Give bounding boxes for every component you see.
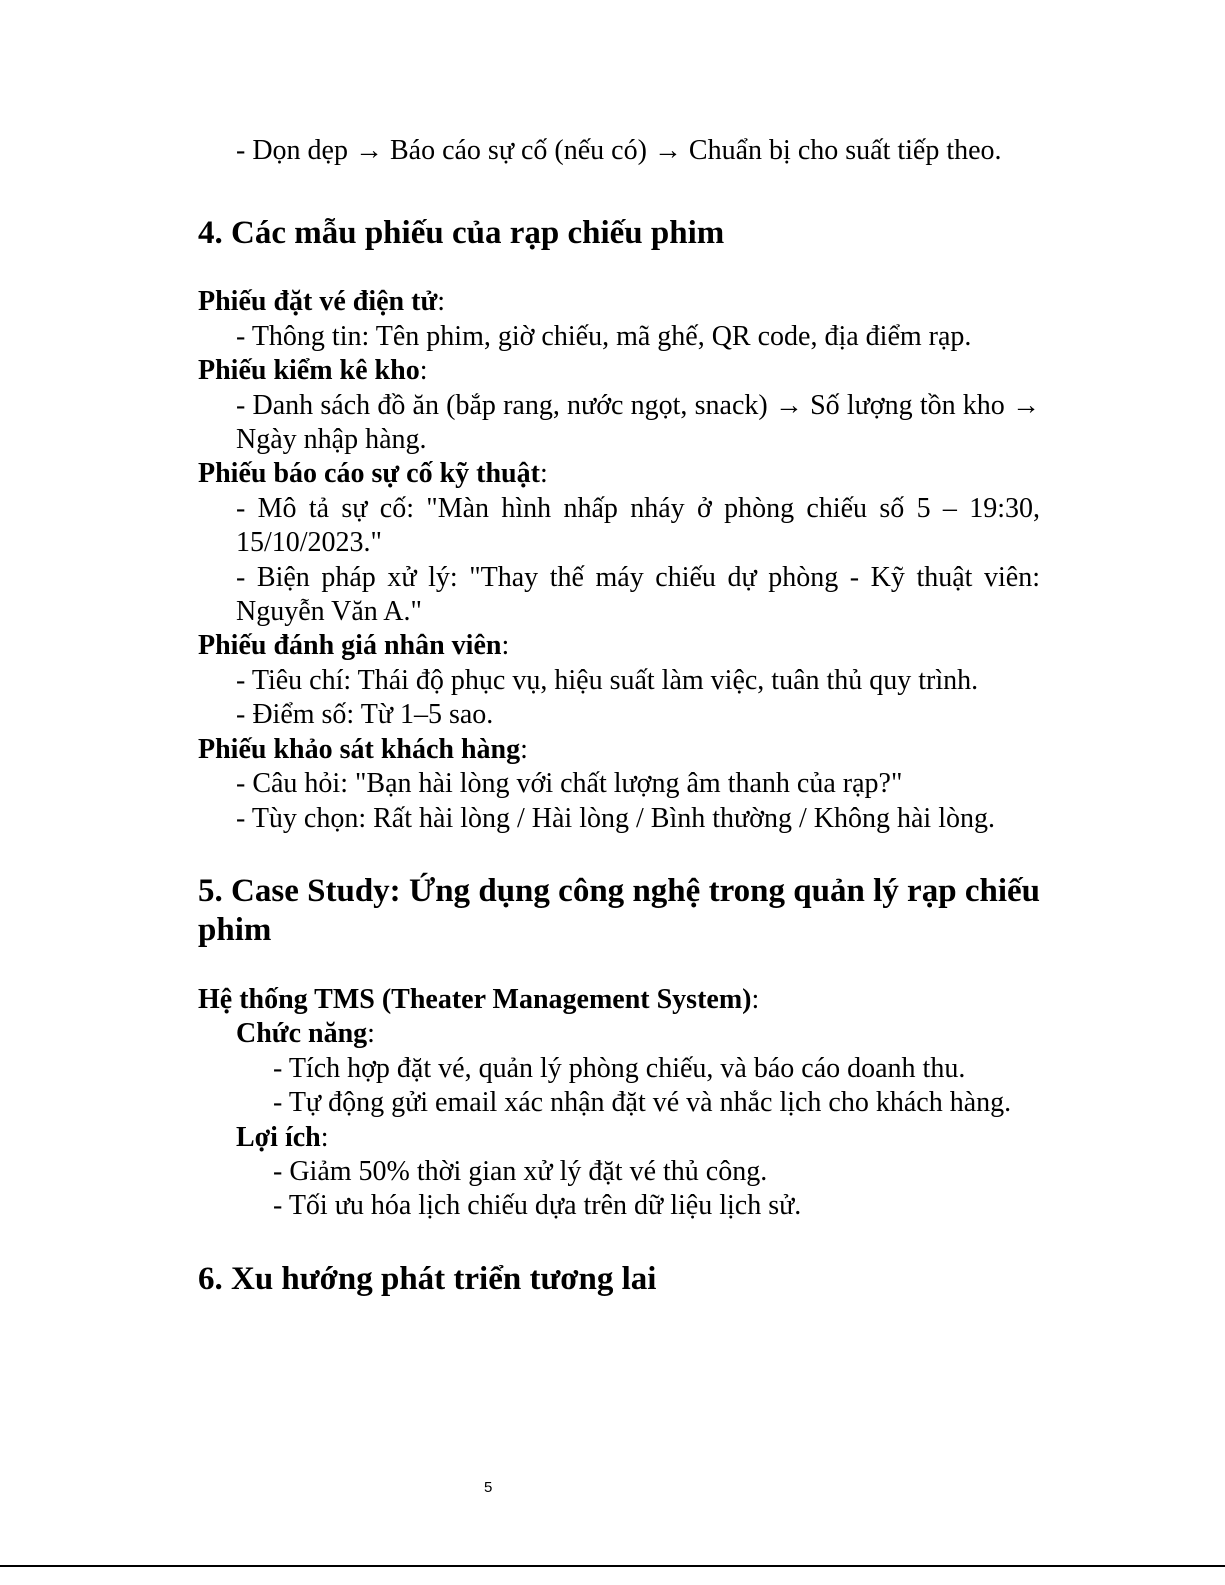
system-label-colon: : bbox=[751, 983, 760, 1015]
form-item: - Câu hỏi: "Bạn hài lòng với chất lượng âm thanh của rạp?" bbox=[236, 768, 903, 800]
form-label-inventory bbox=[198, 354, 1040, 388]
form-label-colon: : bbox=[419, 355, 428, 387]
form-label-text: Phiếu báo cáo sự cố kỹ thuật bbox=[198, 458, 540, 490]
document-page bbox=[198, 134, 1040, 1299]
benefits-label-text: Lợi ích bbox=[236, 1121, 321, 1153]
benefit-item: - Giảm 50% thời gian xử lý đặt vé thủ công. bbox=[273, 1155, 768, 1187]
function-item: - Tự động gửi email xác nhận đặt vé và nhắc lịch cho khách hàng. bbox=[273, 1087, 1012, 1119]
form-item: - Mô tả sự cố: "Màn hình nhấp nháy ở phòng chiếu số 5 – 19:30, 15/10/2023." bbox=[236, 492, 1040, 559]
benefits-label bbox=[198, 1121, 1040, 1155]
section-4-heading: 4. Các mẫu phiếu của rạp chiếu phim bbox=[198, 215, 725, 252]
form-label-colon: : bbox=[520, 733, 528, 765]
form-item: - Tiêu chí: Thái độ phục vụ, hiệu suất làm việc, tuân thủ quy trình. bbox=[236, 664, 979, 696]
benefit-item: - Tối ưu hóa lịch chiếu dựa trên dữ liệu lịch sử. bbox=[273, 1190, 802, 1222]
function-item: - Tích hợp đặt vé, quản lý phòng chiếu, và báo cáo doanh thu. bbox=[273, 1052, 966, 1084]
section-6-heading: 6. Xu hướng phát triển tương lai bbox=[198, 1260, 657, 1297]
form-label-staff-evaluation bbox=[198, 629, 1040, 663]
benefits-label-colon: : bbox=[320, 1121, 329, 1153]
form-item: - Điểm số: Từ 1–5 sao. bbox=[236, 699, 494, 731]
form-label-customer-survey bbox=[198, 733, 1040, 767]
form-label-text: Phiếu kiểm kê kho bbox=[198, 355, 420, 387]
form-label-e-ticket bbox=[198, 285, 1040, 319]
form-label-colon: : bbox=[437, 286, 446, 318]
form-label-colon: : bbox=[539, 458, 548, 490]
form-label-text: Phiếu đánh giá nhân viên bbox=[198, 630, 502, 662]
section-5-heading: 5. Case Study: Ứng dụng công nghệ trong quản lý rạp chiếu phim bbox=[198, 872, 1040, 948]
page-number: 5 bbox=[484, 1479, 493, 1496]
page-bottom-rule bbox=[0, 1565, 1225, 1567]
form-item: - Tùy chọn: Rất hài lòng / Hài lòng / Bình thường / Không hài lòng. bbox=[236, 802, 995, 834]
intro-line: - Dọn dẹp → Báo cáo sự cố (nếu có) → Chuẩn bị cho suất tiếp theo. bbox=[236, 135, 1002, 166]
form-label-text: Phiếu đặt vé điện tử bbox=[198, 286, 438, 318]
form-label-incident-report bbox=[198, 457, 1040, 491]
functions-label-colon: : bbox=[367, 1018, 375, 1050]
functions-label bbox=[198, 1017, 1040, 1051]
system-label bbox=[198, 983, 1040, 1017]
form-label-colon: : bbox=[501, 630, 510, 662]
functions-label-text: Chức năng bbox=[236, 1018, 368, 1050]
form-item: - Danh sách đồ ăn (bắp rang, nước ngọt, snack) → Số lượng tồn kho → Ngày nhập hàng. bbox=[236, 389, 1040, 456]
form-item: - Biện pháp xử lý: "Thay thế máy chiếu dự phòng - Kỹ thuật viên: Nguyễn Văn A." bbox=[236, 561, 1040, 628]
form-item: - Thông tin: Tên phim, giờ chiếu, mã ghế, QR code, địa điểm rạp. bbox=[236, 320, 972, 352]
form-label-text: Phiếu khảo sát khách hàng bbox=[198, 733, 521, 765]
system-label-text: Hệ thống TMS (Theater Management System) bbox=[198, 983, 752, 1015]
